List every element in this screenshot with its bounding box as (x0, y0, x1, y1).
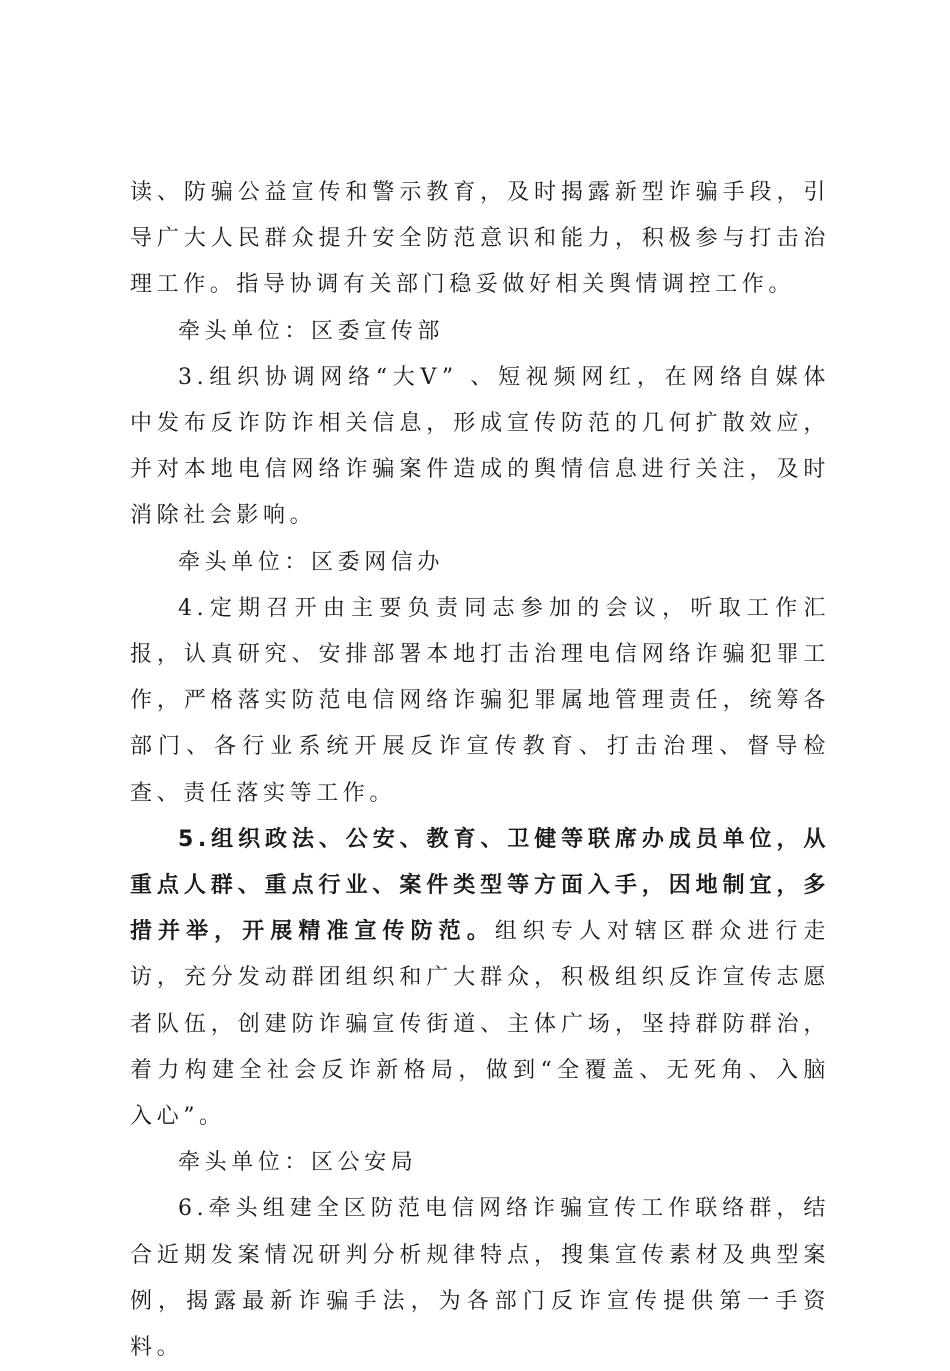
paragraph-continued: 读、防骗公益宣传和警示教育，及时揭露新型诈骗手段，引导广大人民群众提升安全防范意识和能力，积极参与打击治理工作。指导协调有关部门稳妥做好相关舆情调控工作。 (130, 180, 830, 298)
paragraph-item-6: 6.牵头组建全区防范电信网络诈骗宣传工作联络群，结合近期发案情况研判分析规律特点，搜集宣传素材及典型案例，揭露最新诈骗手法，为各部门反诈宣传提供第一手资料。 (130, 1196, 830, 1361)
lead-unit-propaganda: 牵头单位：区委宣传部 (178, 318, 445, 344)
paragraph-item-5-bold-lead: 5.组织政法、公安、教育、卫健等联席办成员单位，从重点人群、重点行业、案件类型等方面入手，因地制宜，多措并举，开展精准宣传防范。 (130, 826, 830, 945)
lead-unit-cyberspace: 牵头单位：区委网信办 (178, 549, 445, 575)
paragraph-item-3: 3.组织协调网络“大V” 、短视频网红，在网络自媒体中发布反诈防诈相关信息，形成宣传防范的几何扩散效应，并对本地电信网络诈骗案件造成的舆情信息进行关注，及时消除社会影响。 (130, 364, 830, 529)
lead-unit-police: 牵头单位：区公安局 (178, 1150, 418, 1176)
paragraph-item-5 (130, 817, 830, 1140)
document-body (130, 170, 830, 1371)
paragraph-item-4: 4.定期召开由主要负责同志参加的会议，听取工作汇报，认真研究、安排部署本地打击治理电信网络诈骗犯罪工作，严格落实防范电信网络诈骗犯罪属地管理责任，统筹各部门、各行业系统开展反诈宣传教育、打击治理、督导检查、责任落实等工作。 (130, 595, 830, 806)
paragraph-item-5-body: 组织专人对辖区群众进行走访，充分发动群团组织和广大群众，积极组织反诈宣传志愿者队伍，创建防诈骗宣传街道、主体广场，坚持群防群治，着力构建全社会反诈新格局，做到“全覆盖、无死角、入脑入心”。 (130, 919, 831, 1130)
